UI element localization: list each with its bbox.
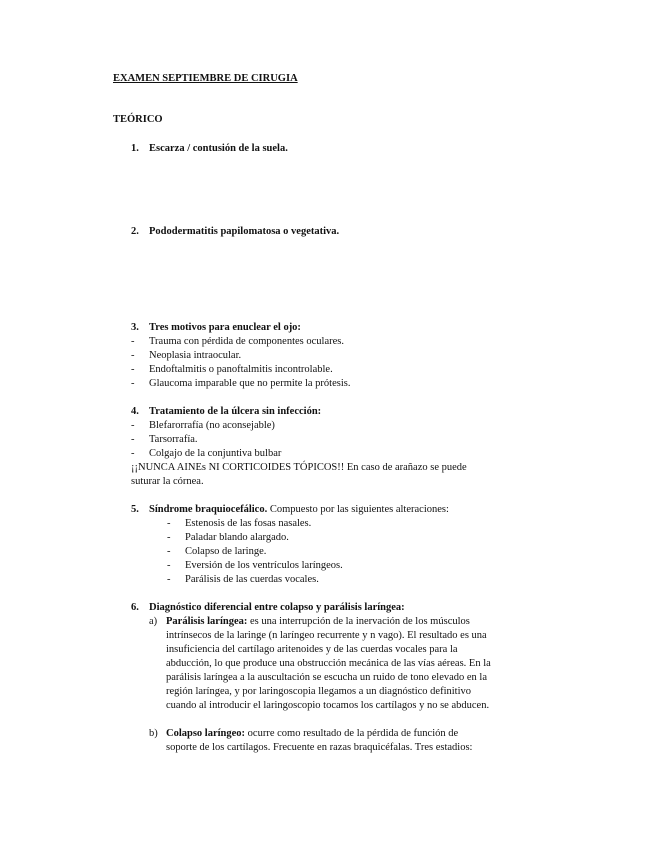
paragraph-line: intrínsecos de la laringe (n laríngeo recurrente y n vago). El resultado es una xyxy=(166,630,487,641)
paragraph-line: parálisis laríngea a la auscultación se escucha un ruido de tono elevado en la xyxy=(166,672,487,683)
question-6 xyxy=(131,601,405,615)
question-intro: Compuesto por las siguientes alteraciones: xyxy=(267,504,449,515)
question-3 xyxy=(131,321,301,335)
question-2 xyxy=(131,225,339,239)
subitem-b: b) Colapso laríngeo: ocurre como resultado de la pérdida de función de xyxy=(149,728,459,739)
list-item: - Parálisis de las cuerdas vocales. xyxy=(167,574,319,585)
question-number: 6. xyxy=(131,602,139,613)
list-item: - Eversión de los ventrículos laríngeos. xyxy=(167,560,343,571)
list-item: - Blefarorrafía (no aconsejable) xyxy=(131,420,275,431)
question-number: 2. xyxy=(131,226,139,237)
question-number: 3. xyxy=(131,322,139,333)
subitem-letter: b) xyxy=(149,728,158,739)
question-4 xyxy=(131,405,321,419)
list-item: - Glaucoma imparable que no permite la prótesis. xyxy=(131,378,351,389)
list-item: - Paladar blando alargado. xyxy=(167,532,289,543)
section-heading: TEÓRICO xyxy=(113,114,163,125)
paragraph-line: insuficiencia del cartílago aritenoides y de las cuerdas vocales para la xyxy=(166,644,458,655)
list-item: - Colgajo de la conjuntiva bulbar xyxy=(131,448,282,459)
question-number: 1. xyxy=(131,143,139,154)
list-item: - Tarsorrafía. xyxy=(131,434,198,445)
list-item: - Trauma con pérdida de componentes oculares. xyxy=(131,336,344,347)
subitem-term: Colapso laríngeo: xyxy=(166,728,246,739)
question-title: Diagnóstico diferencial entre colapso y parálisis laríngea: xyxy=(149,602,405,613)
warning-note-line: suturar la córnea. xyxy=(131,476,204,487)
question-number: 5. xyxy=(131,504,139,515)
list-item: - Estenosis de las fosas nasales. xyxy=(167,518,312,529)
paragraph-line: soporte de los cartílagos. Frecuente en razas braquicéfalas. Tres estadios: xyxy=(166,742,473,753)
paragraph-line: cuando al introducir el laringoscopio tocamos los cartílagos y no se abducen. xyxy=(166,700,490,711)
question-title: Síndrome braquiocefálico. xyxy=(149,504,268,515)
subitem-a: a) Parálisis laríngea: es una interrupción de la inervación de los músculos xyxy=(149,616,470,627)
question-title: Tratamiento de la úlcera sin infección: xyxy=(149,406,322,417)
paragraph-line: abducción, lo que produce una obstrucción mecánica de las vías aéreas. En la xyxy=(166,658,491,669)
question-number: 4. xyxy=(131,406,139,417)
question-1 xyxy=(131,142,288,156)
question-title: Pododermatitis papilomatosa o vegetativa. xyxy=(149,226,340,237)
document-title: EXAMEN SEPTIEMBRE DE CIRUGIA xyxy=(113,73,298,84)
question-title: Tres motivos para enuclear el ojo: xyxy=(149,322,301,333)
warning-note-line: ¡¡NUNCA AINEs NI CORTICOIDES TÓPICOS!! En caso de arañazo se puede xyxy=(131,462,467,473)
list-item: - Colapso de laringe. xyxy=(167,546,267,557)
subitem-letter: a) xyxy=(149,616,158,627)
paragraph-line: región laríngea, y por laringoscopia llegamos a un diagnóstico definitivo xyxy=(166,686,472,697)
question-5 xyxy=(131,503,449,517)
subitem-term: Parálisis laríngea: xyxy=(166,616,248,627)
list-item: - Neoplasia intraocular. xyxy=(131,350,242,361)
list-item: - Endoftalmitis o panoftalmitis incontrolable. xyxy=(131,364,333,375)
question-title: Escarza / contusión de la suela. xyxy=(149,143,288,154)
